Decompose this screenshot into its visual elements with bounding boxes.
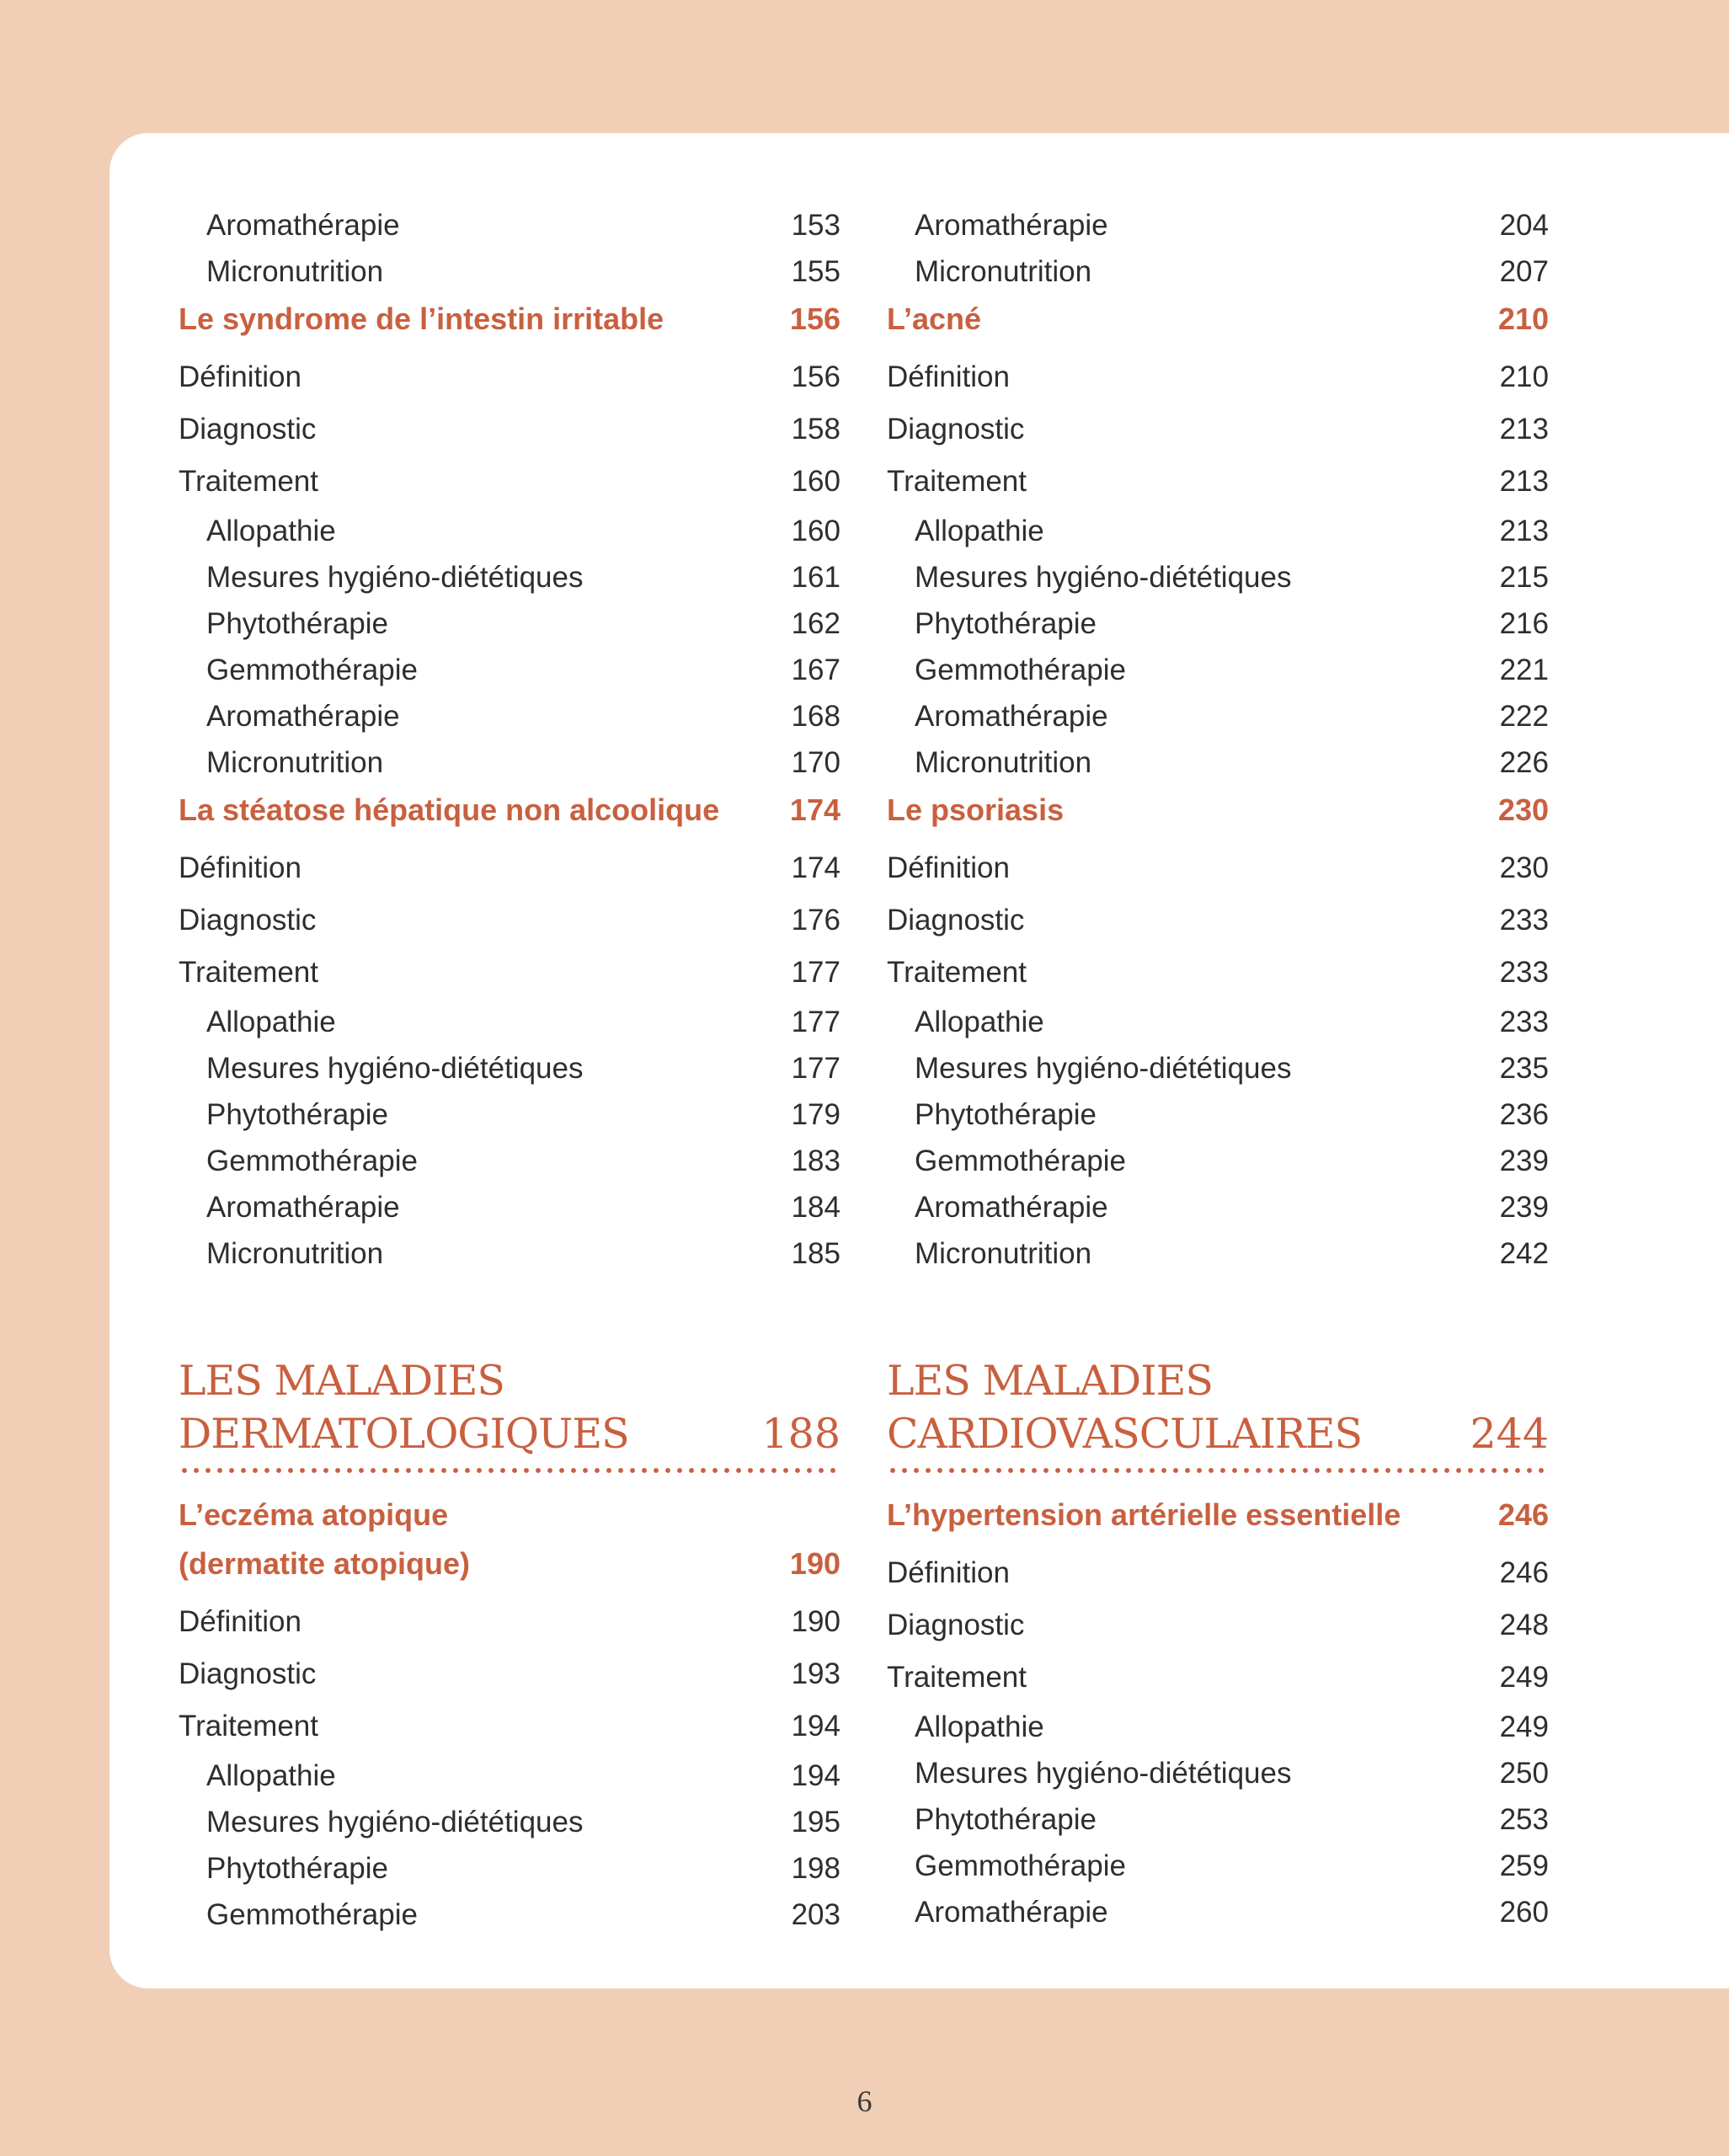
toc-entry[interactable] [887,1184,1549,1230]
dotted-divider [179,1467,840,1474]
entry-page: 259 [1499,1849,1549,1882]
entry-page: 194 [791,1710,840,1742]
toc-entry[interactable] [179,894,840,947]
entry-label: Allopathie [206,1006,336,1038]
entry-label: Traitement [179,1710,318,1742]
entry-page: 156 [791,360,840,393]
entry-label: Gemmothérapie [206,654,418,686]
entry-label: Micronutrition [206,1237,384,1270]
entry-label: Gemmothérapie [915,1849,1126,1882]
entry-label: Aromathérapie [206,209,400,242]
entry-label: Micronutrition [915,746,1092,779]
toc-entry[interactable] [887,202,1549,248]
toc-entry[interactable] [179,1892,840,1938]
toc-entry[interactable] [887,248,1549,295]
entry-label: Gemmothérapie [206,1898,418,1931]
entry-label: Micronutrition [206,746,384,779]
entry-page: 213 [1499,413,1549,446]
entry-label: Traitement [887,465,1027,498]
entry-page: 203 [791,1898,840,1931]
entry-label: Diagnostic [887,904,1025,937]
toc-entry[interactable] [887,403,1549,456]
toc-entry[interactable] [887,1091,1549,1138]
toc-entry[interactable] [179,248,840,295]
entry-page: 253 [1499,1803,1549,1836]
entry-label: Mesures hygiéno-diététiques [206,561,584,594]
toc-entry[interactable] [887,842,1549,894]
entry-page: 216 [1499,607,1549,640]
entry-label: Définition [179,360,302,393]
toc-entry[interactable] [179,202,840,248]
entry-label: Diagnostic [887,413,1025,446]
toc-entry[interactable] [179,403,840,456]
toc-entry[interactable] [179,1045,840,1091]
topic-title-row [179,1540,840,1588]
entry-page: 222 [1499,700,1549,733]
entry-page: 177 [791,1006,840,1038]
toc-entry[interactable] [887,999,1549,1045]
toc-entry[interactable] [179,351,840,403]
entry-page: 193 [791,1657,840,1690]
entry-label: Phytothérapie [206,607,388,640]
topic-page: 190 [789,1546,840,1581]
entry-label: Mesures hygiéno-diététiques [206,1806,584,1838]
entry-label: Allopathie [206,515,336,547]
entry-page: 233 [1499,904,1549,937]
entry-label: Allopathie [915,1006,1044,1038]
entry-page: 170 [791,746,840,779]
topic-page: 230 [1497,792,1549,827]
toc-entry[interactable] [887,693,1549,739]
entry-label: Diagnostic [179,413,317,446]
entry-label: Aromathérapie [915,700,1108,733]
entry-page: 242 [1499,1237,1549,1270]
toc-entry[interactable] [887,508,1549,554]
topic-page: 156 [789,302,840,336]
toc-entry[interactable] [179,508,840,554]
entry-label: Phytothérapie [206,1852,388,1885]
entry-label: Micronutrition [915,255,1092,288]
entry-label: Aromathérapie [206,700,400,733]
section-title-line: CARDIOVASCULAIRES [887,1410,1363,1458]
entry-label: Mesures hygiéno-diététiques [915,561,1292,594]
toc-entry[interactable] [179,1799,840,1845]
entry-page: 155 [791,255,840,288]
entry-page: 226 [1499,746,1549,779]
entry-page: 221 [1499,654,1549,686]
entry-page: 239 [1499,1191,1549,1224]
toc-entry[interactable] [887,554,1549,600]
topic-page: 210 [1497,302,1549,336]
entry-page: 183 [791,1145,840,1177]
entry-label: Diagnostic [179,1657,317,1690]
topic-title: Le syndrome de l’intestin irritable [179,302,664,336]
topic-title: La stéatose hépatique non alcoolique [179,792,720,827]
toc-entry[interactable] [887,1599,1549,1652]
topic-title: L’hypertension artérielle essentielle [887,1497,1401,1532]
toc-column-right [887,202,1549,1935]
entry-label: Mesures hygiéno-diététiques [915,1052,1292,1085]
section-title-line: DERMATOLOGIQUES [179,1410,629,1458]
toc-entry[interactable] [179,554,840,600]
toc-entry[interactable] [887,647,1549,693]
entry-page: 249 [1499,1710,1549,1743]
entry-page: 250 [1499,1757,1549,1790]
toc-entry[interactable] [887,894,1549,947]
toc-entry[interactable] [887,1138,1549,1184]
entry-label: Diagnostic [179,904,317,937]
entry-label: Gemmothérapie [915,654,1126,686]
entry-page: 179 [791,1098,840,1131]
entry-page: 161 [791,561,840,594]
entry-page: 160 [791,515,840,547]
entry-label: Traitement [887,1661,1027,1694]
section-page: 188 [761,1410,840,1458]
entry-page: 174 [791,851,840,884]
entry-page: 168 [791,700,840,733]
toc-entry[interactable] [887,1045,1549,1091]
toc-entry[interactable] [887,1796,1549,1843]
toc-entry[interactable] [179,999,840,1045]
section-title [179,1354,840,1460]
section-heading[interactable] [179,1354,840,1467]
entry-page: 177 [791,1052,840,1085]
entry-label: Diagnostic [887,1609,1025,1641]
toc-entry[interactable] [887,456,1549,508]
topic-page: 246 [1497,1497,1549,1532]
entry-page: 153 [791,209,840,242]
toc-entry[interactable] [179,1753,840,1799]
entry-page: 185 [791,1237,840,1270]
entry-page: 158 [791,413,840,446]
entry-page: 236 [1499,1098,1549,1131]
entry-page: 235 [1499,1052,1549,1085]
toc-entry[interactable] [887,1843,1549,1889]
topic-title: Le psoriasis [887,792,1065,827]
page-number: 6 [856,2084,873,2118]
toc-entry[interactable] [179,1184,840,1230]
section-page: 244 [1470,1410,1549,1458]
entry-label: Phytothérapie [915,1803,1097,1836]
entry-label: Aromathérapie [206,1191,400,1224]
entry-label: Définition [887,360,1010,393]
toc-topic-heading[interactable] [179,1491,840,1588]
entry-page: 210 [1499,360,1549,393]
section-title-line: LES MALADIES [887,1357,1213,1405]
entry-label: Allopathie [206,1759,336,1792]
toc-topic-heading[interactable] [179,786,840,835]
toc-entry[interactable] [887,1547,1549,1599]
entry-label: Allopathie [915,515,1044,547]
entry-label: Définition [887,851,1010,884]
entry-page: 233 [1499,956,1549,989]
toc-entry[interactable] [179,739,840,786]
entry-label: Allopathie [915,1710,1044,1743]
toc-entry[interactable] [179,947,840,999]
toc-entry[interactable] [179,693,840,739]
toc-entry[interactable] [179,1091,840,1138]
entry-label: Définition [179,851,302,884]
topic-title-line: (dermatite atopique) [179,1546,471,1581]
entry-page: 176 [791,904,840,937]
dotted-divider [887,1467,1549,1474]
section-heading[interactable] [887,1354,1549,1467]
entry-page: 248 [1499,1609,1549,1641]
entry-label: Traitement [887,956,1027,989]
entry-page: 207 [1499,255,1549,288]
entry-label: Aromathérapie [915,209,1108,242]
entry-page: 190 [791,1605,840,1638]
entry-page: 167 [791,654,840,686]
entry-page: 249 [1499,1661,1549,1694]
entry-page: 215 [1499,561,1549,594]
entry-label: Micronutrition [915,1237,1092,1270]
entry-page: 246 [1499,1556,1549,1589]
entry-page: 260 [1499,1896,1549,1929]
section-title [887,1354,1549,1460]
toc-entry[interactable] [887,1652,1549,1704]
topic-title: L’acné [887,302,982,336]
entry-page: 213 [1499,515,1549,547]
entry-page: 195 [791,1806,840,1838]
toc-entry[interactable] [179,600,840,647]
toc-entry[interactable] [179,1700,840,1753]
toc-entry[interactable] [887,351,1549,403]
entry-label: Définition [887,1556,1010,1589]
entry-label: Micronutrition [206,255,384,288]
entry-page: 177 [791,956,840,989]
toc-entry[interactable] [887,1704,1549,1750]
entry-label: Traitement [179,956,318,989]
entry-label: Phytothérapie [206,1098,388,1131]
toc-entry[interactable] [179,1845,840,1892]
entry-label: Phytothérapie [915,607,1097,640]
entry-label: Aromathérapie [915,1191,1108,1224]
entry-page: 160 [791,465,840,498]
entry-label: Gemmothérapie [206,1145,418,1177]
entry-label: Aromathérapie [915,1896,1108,1929]
entry-page: 184 [791,1191,840,1224]
toc-entry[interactable] [179,456,840,508]
entry-label: Mesures hygiéno-diététiques [206,1052,584,1085]
entry-page: 198 [791,1852,840,1885]
entry-label: Traitement [179,465,318,498]
toc-column-left [179,202,840,1938]
toc-topic-heading[interactable] [179,295,840,344]
toc-topic-heading[interactable] [887,1491,1549,1540]
entry-page: 213 [1499,465,1549,498]
entry-page: 162 [791,607,840,640]
entry-label: Mesures hygiéno-diététiques [915,1757,1292,1790]
topic-title-line: L’eczéma atopique [179,1497,449,1532]
section-title-line: LES MALADIES [179,1357,504,1405]
toc-entry[interactable] [179,842,840,894]
toc-entry[interactable] [179,647,840,693]
entry-page: 239 [1499,1145,1549,1177]
toc-entry[interactable] [887,1750,1549,1796]
toc-entry[interactable] [887,600,1549,647]
entry-label: Phytothérapie [915,1098,1097,1131]
entry-page: 194 [791,1759,840,1792]
toc-topic-heading[interactable] [887,295,1549,344]
toc-entry[interactable] [887,739,1549,786]
toc-entry[interactable] [179,1138,840,1184]
entry-page: 230 [1499,851,1549,884]
toc-entry[interactable] [179,1648,840,1700]
toc-entry[interactable] [179,1596,840,1648]
toc-entry[interactable] [887,947,1549,999]
toc-entry[interactable] [887,1230,1549,1277]
entry-label: Gemmothérapie [915,1145,1126,1177]
toc-entry[interactable] [887,1889,1549,1935]
topic-page: 174 [789,792,840,827]
entry-page: 204 [1499,209,1549,242]
toc-topic-heading[interactable] [887,786,1549,835]
entry-page: 233 [1499,1006,1549,1038]
entry-label: Définition [179,1605,302,1638]
toc-entry[interactable] [179,1230,840,1277]
